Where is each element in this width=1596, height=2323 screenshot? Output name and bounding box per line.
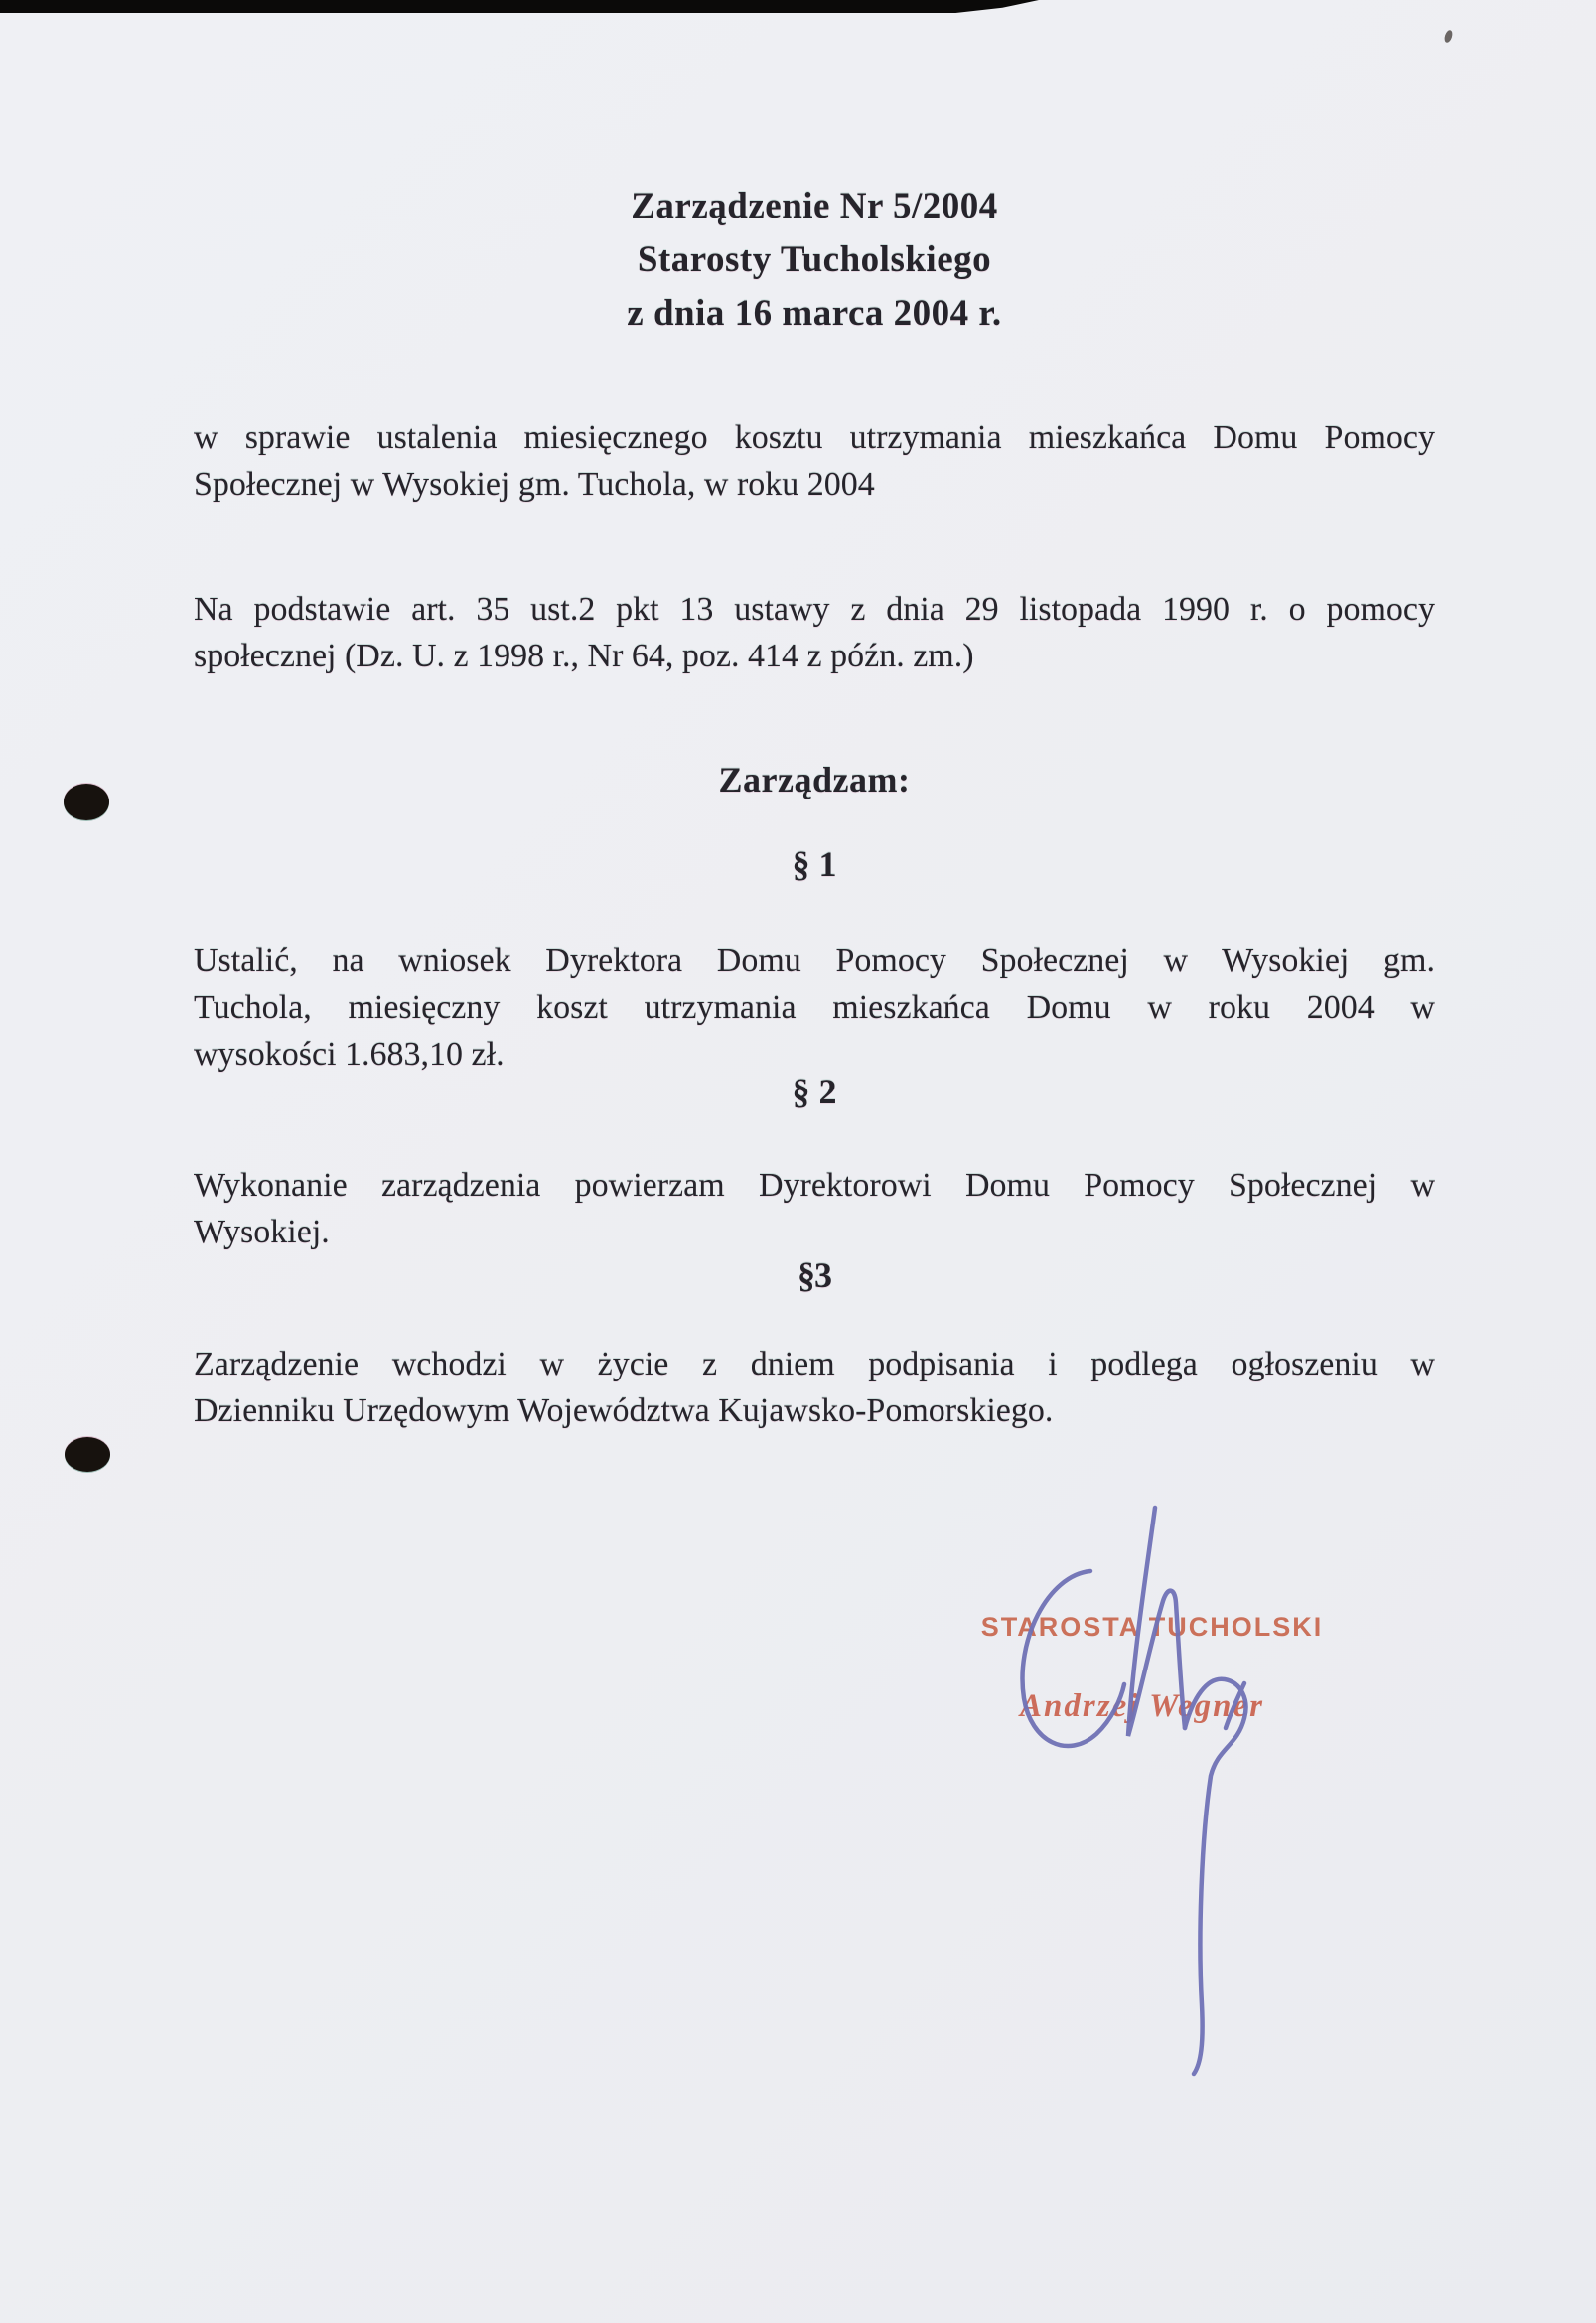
paragraph-line: Na podstawie art. 35 ust.2 pkt 13 ustawy z dnia 29 listopada 1990 r. o pomocy [194, 591, 1435, 628]
paragraph-line: Społecznej w Wysokiej gm. Tuchola, w roku 2004 [194, 466, 875, 503]
official-stamp-title: STAROSTA TUCHOLSKI [980, 1612, 1324, 1642]
paragraph-line: w sprawie ustalenia miesięcznego kosztu utrzymania mieszkańca Domu Pomocy [194, 419, 1435, 456]
section-mark-1: § 1 [792, 844, 837, 884]
legal-basis-paragraph [194, 586, 1435, 679]
section-mark-3: §3 [798, 1255, 831, 1295]
section-mark-2: § 2 [792, 1072, 837, 1111]
title-line: z dnia 16 marca 2004 r. [627, 293, 1002, 334]
paragraph-line: wysokości 1.683,10 zł. [194, 1036, 505, 1073]
paragraph-line: Dzienniku Urzędowym Województwa Kujawsko-Pomorskiego. [194, 1392, 1054, 1429]
hole-punch-mark [64, 784, 109, 820]
paragraph-line: Tuchola, miesięczny koszt utrzymania mieszkańca Domu w roku 2004 w [194, 989, 1435, 1026]
hole-punch-mark [65, 1437, 110, 1472]
document-title [194, 180, 1435, 341]
paragraph-line: Zarządzenie wchodzi w życie z dniem podpisania i podlega ogłoszeniu w [194, 1346, 1435, 1382]
title-line: Starosty Tucholskiego [637, 239, 992, 280]
paragraph-line: społecznej (Dz. U. z 1998 r., Nr 64, poz. 414 z późn. zm.) [194, 638, 974, 674]
official-stamp-name: Andrzej Wegner [1020, 1688, 1264, 1724]
paragraph-line: Wysokiej. [194, 1214, 330, 1250]
subject-paragraph [194, 414, 1435, 508]
scan-edge-artifact [0, 0, 1039, 13]
order-heading: Zarządzam: [718, 760, 911, 799]
section-3-paragraph [194, 1341, 1435, 1434]
paragraph-line: Wykonanie zarządzenia powierzam Dyrektorowi Domu Pomocy Społecznej w [194, 1167, 1435, 1204]
section-2-paragraph [194, 1162, 1435, 1255]
paragraph-line: Ustalić, na wniosek Dyrektora Domu Pomocy Społecznej w Wysokiej gm. [194, 943, 1435, 979]
title-line: Zarządzenie Nr 5/2004 [631, 186, 998, 226]
scan-speck [1443, 29, 1454, 44]
section-1-paragraph [194, 938, 1435, 1078]
